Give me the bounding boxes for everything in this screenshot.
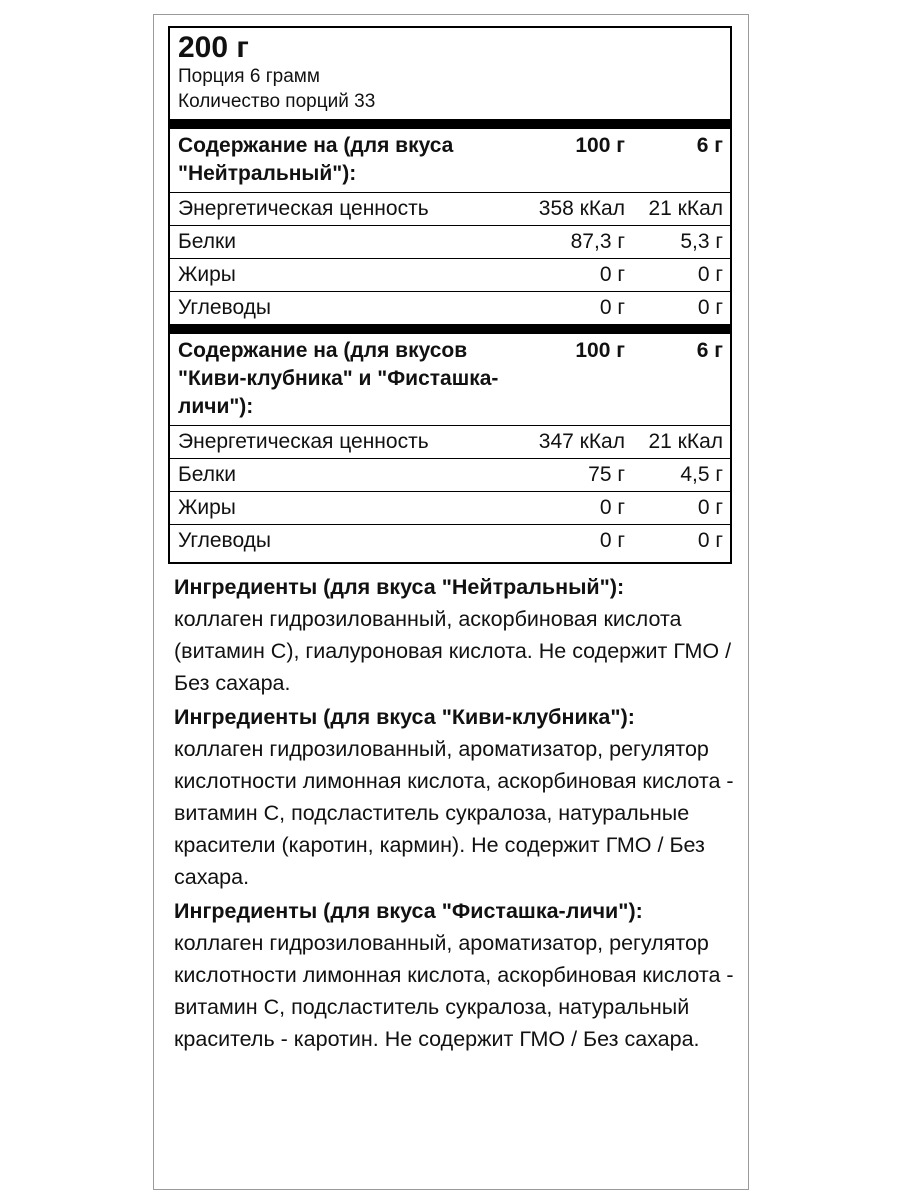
ingredients-heading: Ингредиенты (для вкуса "Фисташка-личи"): — [174, 899, 643, 923]
value-per-serving: 0 г — [697, 296, 723, 319]
value-per-100g: 347 кКал — [538, 430, 625, 453]
ingredients-block-kiwi-strawberry — [174, 701, 734, 893]
value-per-serving: 0 г — [697, 496, 723, 519]
ingredients-block-pistachio-lychee — [174, 895, 734, 1055]
value-per-100g: 0 г — [599, 263, 625, 286]
ingredients-text: коллаген гидрозилованный, ароматизатор, регулятор кислотности лимонная кислота, аскорбиновая кислота - витамин С, подсластитель сукралоза, натуральные красители (каротин, кармин). Не содержит ГМО / Без сахара. — [174, 737, 734, 889]
section-header — [178, 334, 723, 425]
net-weight: 200 г — [178, 31, 249, 64]
nutrient-label: Белки — [178, 230, 236, 253]
nutrient-label: Углеводы — [178, 296, 272, 319]
value-per-100g: 0 г — [599, 296, 625, 319]
column-header-serving: 6 г — [696, 134, 723, 157]
nutrient-label: Углеводы — [178, 529, 272, 552]
servings-count: Количество порций 33 — [178, 91, 376, 112]
value-per-100g: 358 кКал — [538, 197, 625, 220]
ingredients-block-neutral — [174, 571, 734, 699]
value-per-100g: 0 г — [599, 496, 625, 519]
section-title: Содержание на (для вкусов "Киви-клубника" и "Фисташка-личи"): — [178, 339, 499, 418]
value-per-serving: 5,3 г — [680, 230, 723, 253]
thick-divider — [170, 119, 730, 129]
value-per-100g: 75 г — [588, 463, 625, 486]
value-per-serving: 21 кКал — [648, 430, 723, 453]
nutrient-row-protein — [170, 225, 730, 258]
ingredients-heading: Ингредиенты (для вкуса "Киви-клубника"): — [174, 705, 635, 729]
section-header — [178, 129, 723, 192]
nutrient-label: Жиры — [178, 496, 236, 519]
ingredients-text: коллаген гидрозилованный, аскорбиновая кислота (витамин С), гиалуроновая кислота. Не содержит ГМО / Без сахара. — [174, 607, 732, 695]
nutrient-row-energy — [170, 425, 730, 458]
value-per-serving: 0 г — [697, 529, 723, 552]
nutrient-label: Энергетическая ценность — [178, 197, 429, 220]
value-per-100g: 0 г — [599, 529, 625, 552]
nutrient-row-fat — [170, 491, 730, 524]
column-header-serving: 6 г — [696, 339, 723, 362]
serving-size: Порция 6 грамм — [178, 66, 320, 87]
nutrition-facts-box — [168, 26, 732, 564]
nutrient-label: Энергетическая ценность — [178, 430, 429, 453]
column-header-100g: 100 г — [575, 339, 625, 362]
value-per-serving: 0 г — [697, 263, 723, 286]
ingredients-section — [174, 571, 734, 1057]
value-per-serving: 21 кКал — [648, 197, 723, 220]
value-per-100g: 87,3 г — [570, 230, 625, 253]
nutrient-row-carbs — [170, 524, 730, 557]
nutrient-row-carbs — [170, 291, 730, 324]
nutrient-row-protein — [170, 458, 730, 491]
nutrient-row-fat — [170, 258, 730, 291]
section-title: Содержание на (для вкуса "Нейтральный"): — [178, 134, 454, 185]
ingredients-heading: Ингредиенты (для вкуса "Нейтральный"): — [174, 575, 625, 599]
column-header-100g: 100 г — [575, 134, 625, 157]
ingredients-text: коллаген гидрозилованный, ароматизатор, регулятор кислотности лимонная кислота, аскорбиновая кислота - витамин С, подсластитель сукралоза, натуральный краситель - каротин. Не содержит ГМО / Без сахара. — [174, 931, 734, 1051]
thick-divider — [170, 324, 730, 334]
nutrient-label: Жиры — [178, 263, 236, 286]
value-per-serving: 4,5 г — [680, 463, 723, 486]
nutrient-row-energy — [170, 192, 730, 225]
nutrient-label: Белки — [178, 463, 236, 486]
